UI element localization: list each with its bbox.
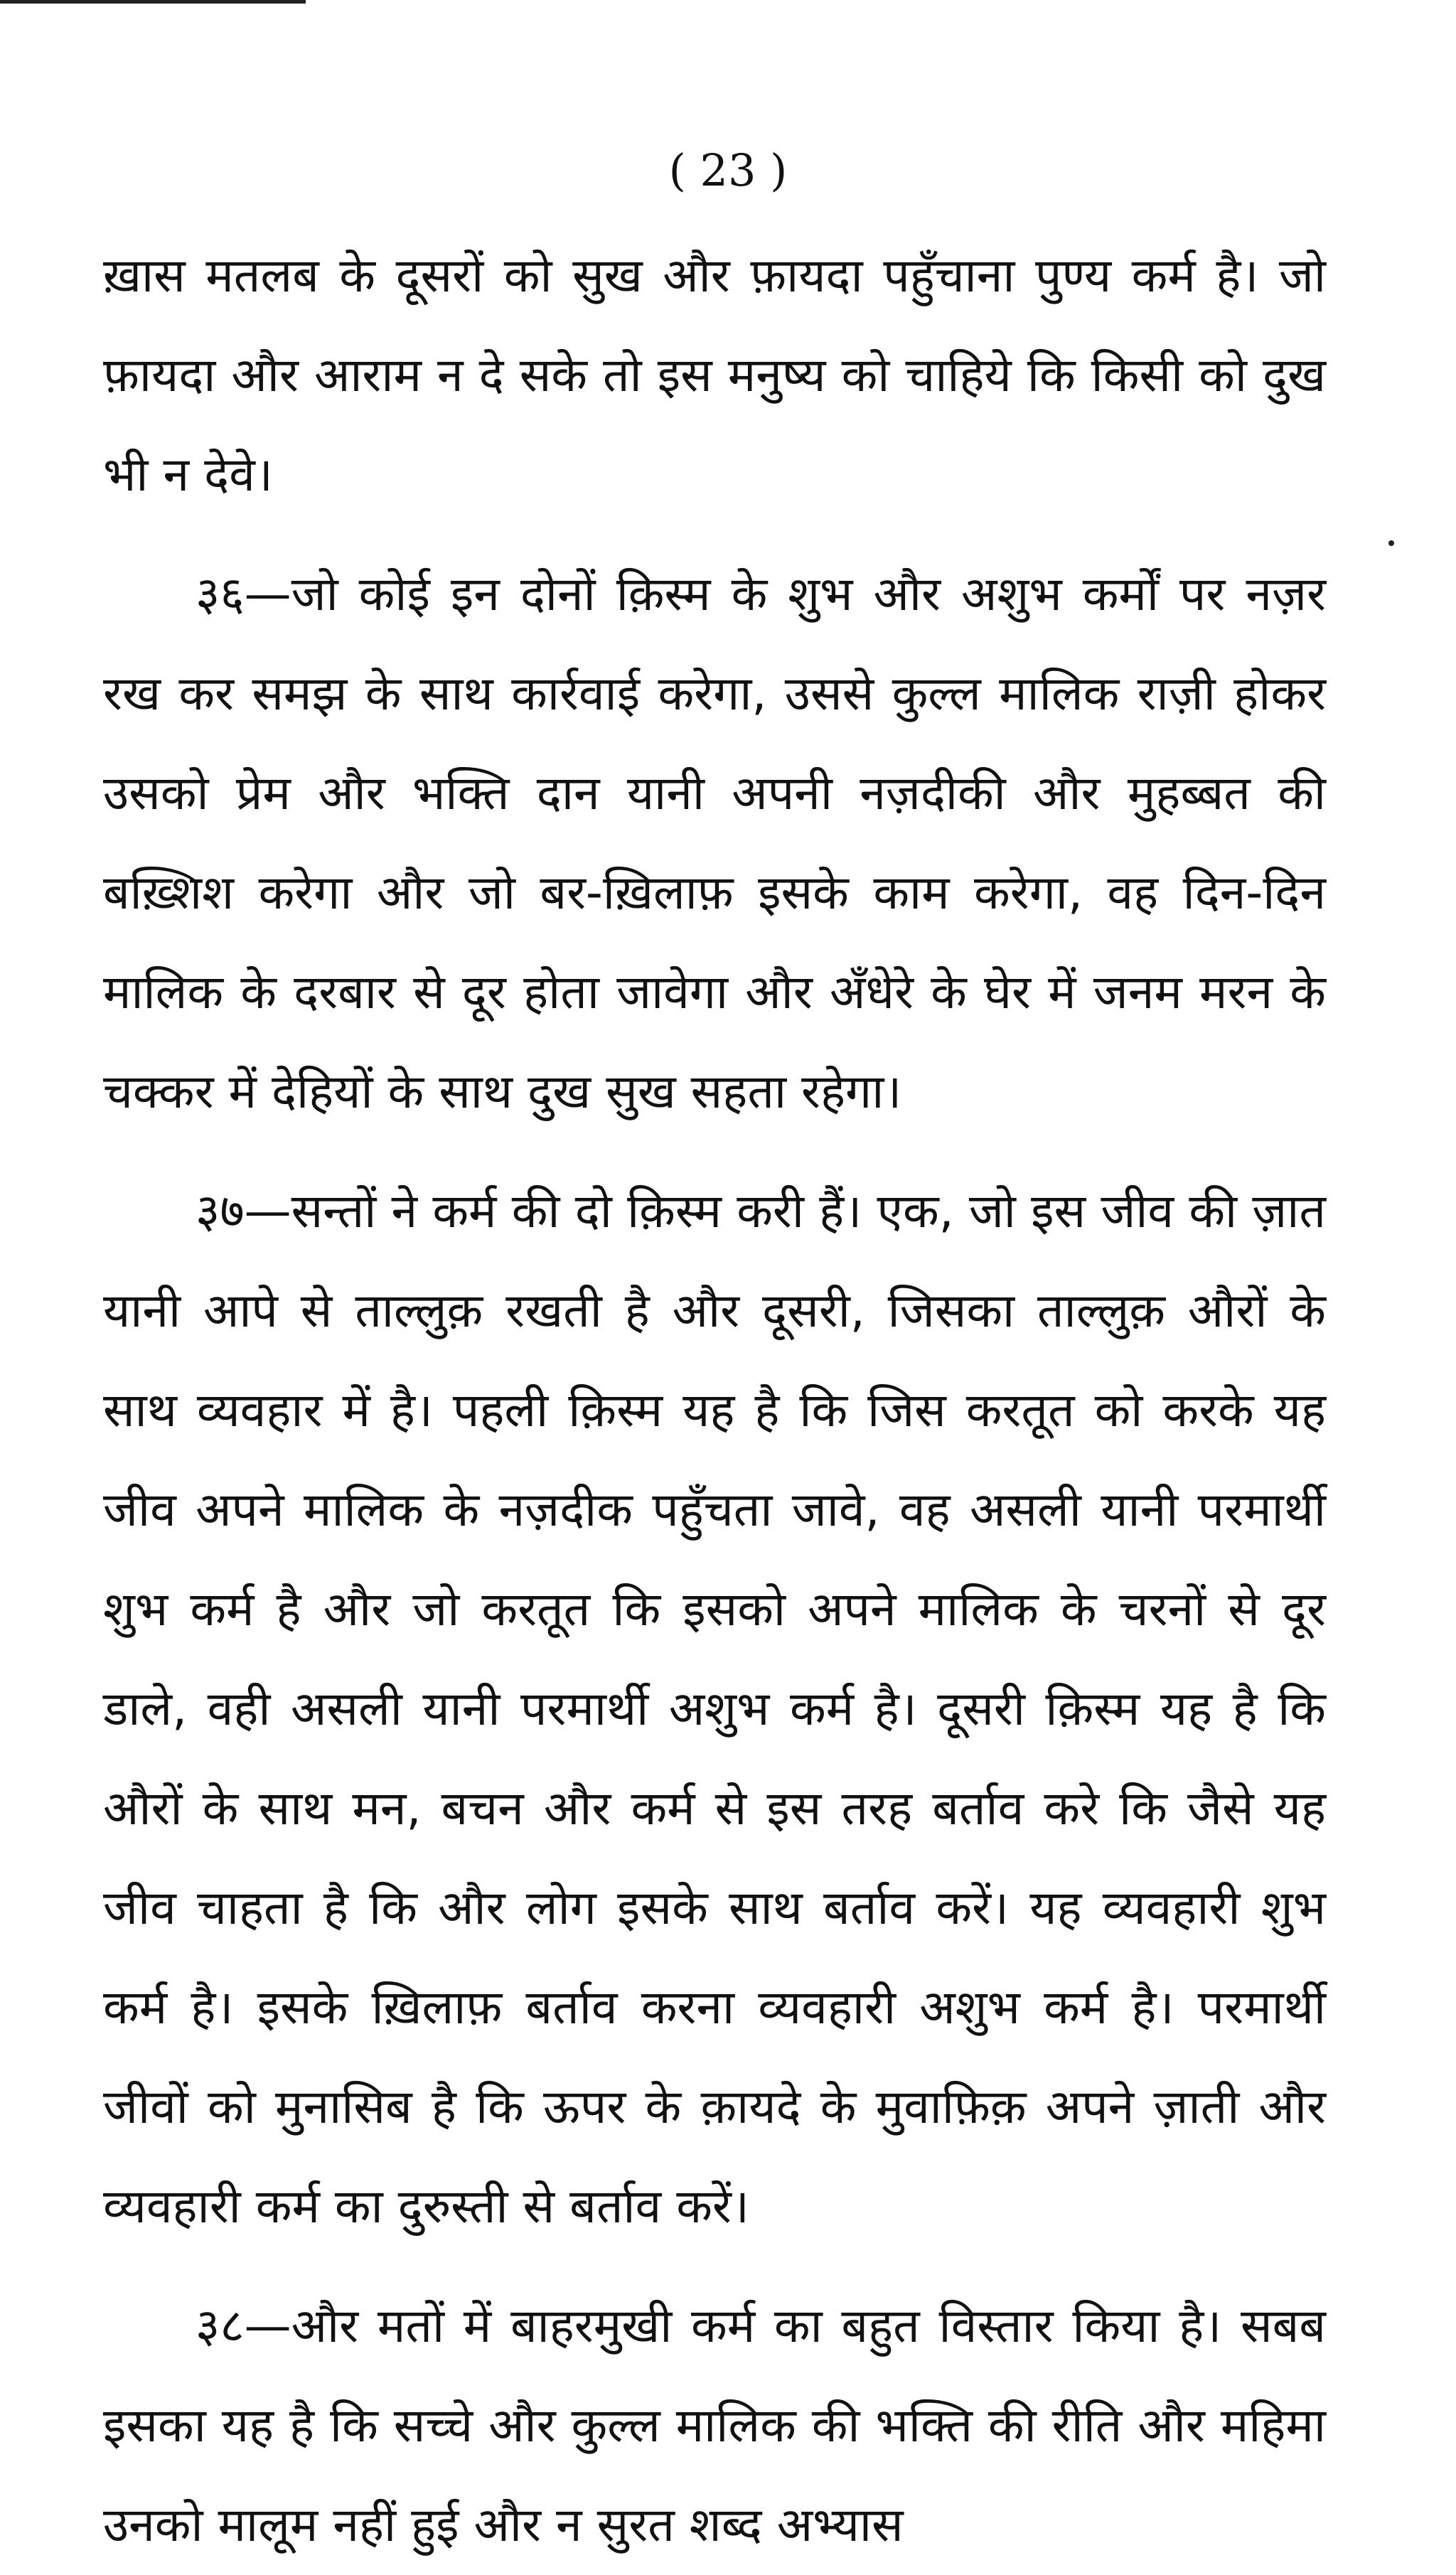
body-text (103, 226, 1326, 2575)
paragraph-37: ३७—सन्तों ने कर्म की दो क़िस्म करी हैं। एक, जो इस जीव की ज़ात यानी आपे से ताल्लुक़ रखती है और दूसरी, जिसका ताल्लुक़ औरों के साथ व्यवहार में है। पहली क़िस्म यह है कि जिस करतूत को करके यह जीव अपने मालिक के नज़दीक पहुँचता जावे, वह असली यानी परमार्थी शुभ कर्म है और जो करतूत कि इसको अपने मालिक के चरनों से दूर डाले, वही असली यानी परमार्थी अशुभ कर्म है। दूसरी क़िस्म यह है कि औरों के साथ मन, बचन और कर्म से इस तरह बर्ताव करे कि जैसे यह जीव चाहता है कि और लोग इसके साथ बर्ताव करें। यह व्यवहारी शुभ कर्म है। इसके ख़िलाफ़ बर्ताव करना व्यवहारी अशुभ कर्म है। परमार्थी जीवों को मुनासिब है कि ऊपर के क़ायदे के मुवाफ़िक़ अपने ज़ाती और व्यवहारी कर्म का दुरुस्ती से बर्ताव करें। (103, 1184, 1326, 2234)
top-edge-rule (0, 0, 306, 4)
page-number: ( 23 ) (668, 144, 788, 196)
paragraph-36: ३६—जो कोई इन दोनों क़िस्म के शुभ और अशुभ कर्मों पर नज़र रख कर समझ के साथ कार्रवाई करेगा, उससे कुल्ल मालिक राज़ी होकर उसको प्रेम और भक्ति दान यानी अपनी नज़दीकी और मुहब्बत की बख़्शिश करेगा और जो बर-ख़िलाफ़ इसके काम करेगा, वह दिन-दिन मालिक के दरबार से दूर होता जावेगा और अँधेरे के घेर में जनम मरन के चक्कर में देहियों के साथ दुख सुख सहता रहेगा। (103, 567, 1326, 1119)
paragraph-continuation: ख़ास मतलब के दूसरों को सुख और फ़ायदा पहुँचाना पुण्य कर्म है। जो फ़ायदा और आराम न दे सके तो इस मनुष्य को चाहिये कि किसी को दुख भी न देवे। (103, 248, 1326, 502)
scan-speck (1388, 540, 1394, 546)
paragraph-38: ३८—और मतों में बाहरमुखी कर्म का बहुत विस्तार किया है। सबब इसका यह है कि सच्चे और कुल्ल मालिक की भक्ति की रीति और महिमा उनको मालूम नहीं हुई और न सुरत शब्द अभ्यास (103, 2298, 1326, 2552)
